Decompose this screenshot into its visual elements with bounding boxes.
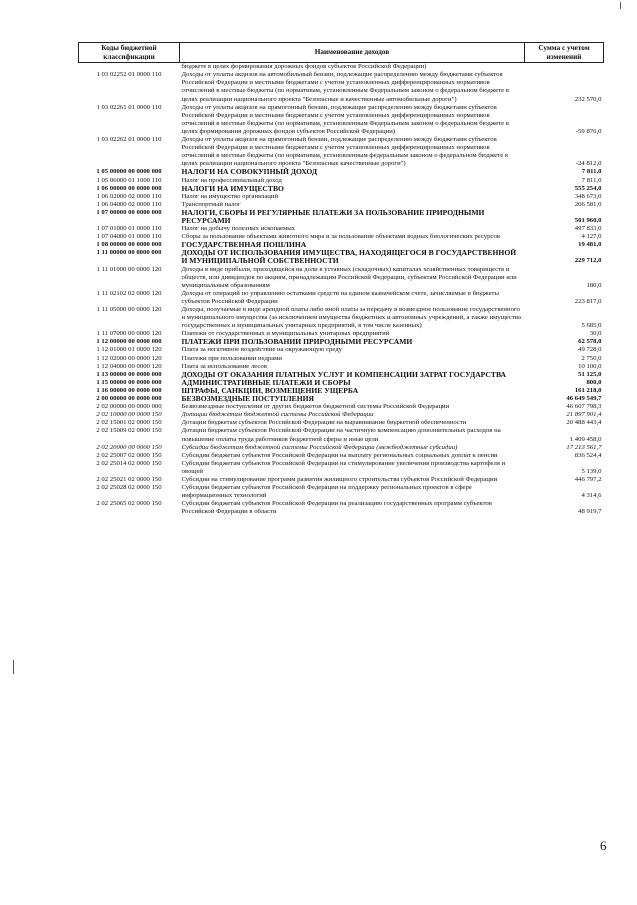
row-amount: 446 797,2 [574,475,602,483]
table-row [79,403,604,411]
row-name: ПЛАТЕЖИ ПРИ ПОЛЬЗОВАНИИ ПРИРОДНЫМИ РЕСУРСАМИ [181,337,413,347]
row-code: 1 03 02261 01 0000 110 [96,103,162,111]
table-row [79,185,604,193]
row-code: 1 12 00000 00 0000 000 [96,338,162,346]
row-code: 1 03 02262 01 0000 110 [96,136,162,144]
table-row [79,136,604,168]
row-name: Налог на добычу полезных ископаемых [181,225,296,233]
row-name: Сборы за пользование объектами животного мира и за пользование объектами водных биологических ресурсов [181,233,500,241]
table-row [79,266,604,290]
row-code: 2 02 20000 00 0000 150 [96,443,162,451]
row-code: 1 16 00000 00 0000 000 [96,386,162,394]
row-name: Субсидии на стимулирование программ развития жилищного строительства субъектов Российской Федерации [181,475,498,483]
row-amount [525,63,604,72]
row-code: 1 12 04000 00 0000 120 [96,362,162,370]
table-row [79,500,604,516]
row-amount: 51 125,0 [578,370,602,378]
header-name: Наименование доходов [180,43,525,63]
table-row [79,71,604,103]
row-name: ШТРАФЫ, САНКЦИИ, ВОЗМЕЩЕНИЕ УЩЕРБА [181,385,359,395]
row-code: 1 07 04000 01 0000 110 [96,233,162,241]
row-code: 1 11 02102 02 0000 120 [96,289,162,297]
table-row [79,427,604,443]
row-name: ДОХОДЫ ОТ ИСПОЛЬЗОВАНИЯ ИМУЩЕСТВА, НАХОДЯЩЕГОСЯ В ГОСУДАРСТВЕННОЙ И МУНИЦИПАЛЬНОЙ СОБСТВЕННОСТИ [181,248,517,266]
row-name: бюджете в целях формирования дорожных фондов субъектов Российской Федерации) [181,63,427,71]
row-amount: 62 578,0 [578,338,602,346]
row-code: 1 13 00000 00 0000 000 [96,370,162,378]
row-amount: 19 481,0 [578,241,602,249]
row-code: 2 02 25021 02 0000 150 [96,475,162,483]
row-code: 1 15 00000 00 0000 000 [96,378,162,386]
row-amount: 46 607 798,3 [566,403,602,411]
row-name: Налог на имущество организаций [181,192,279,200]
table-row [79,290,604,306]
scan-mark-left [13,660,14,674]
row-name: ДОХОДЫ ОТ ОКАЗАНИЯ ПЛАТНЫХ УСЛУГ И КОМПЕНСАЦИИ ЗАТРАТ ГОСУДАРСТВА [181,369,507,379]
table-row [79,476,604,484]
row-name: Дотации бюджетам субъектов Российской Федерации на выравнивание бюджетной обеспеченности [181,419,467,427]
row-name: Доходы от операций по управлению остатками средств на едином казначейском счете, зачисляемые в бюджеты субъектов Российской Федерации [181,289,499,305]
row-amount: 7 811,0 [581,176,602,184]
row-name: Субсидии бюджетам субъектов Российской Федерации на поддержку региональных проектов в сфере информационных технологий [181,484,472,500]
row-code: 2 02 25065 02 0000 150 [96,500,162,508]
row-name: НАЛОГИ НА ИМУЩЕСТВО [181,183,284,193]
row-name: Платежи при пользовании недрами [181,354,282,362]
table-row [79,233,604,241]
row-code: 1 11 05000 00 0000 120 [96,306,162,313]
table-row [79,484,604,500]
row-code: 1 11 00000 00 0000 000 [96,249,162,257]
table-row [79,355,604,363]
table-row [79,209,604,225]
table-row [79,460,604,476]
row-code: 1 07 01000 01 0000 110 [96,225,162,233]
row-amount: 161 218,0 [574,386,602,394]
row-name: Доходы от уплаты акцизов на прямогонный бензин, подлежащие распределению между бюджетами субъектов Российской Федерации и местными бюджетами с учетом установленных дифференцированных нормативов отчислений в местные бюджеты (по нормативам, установленным Федеральным законом о федеральном бюджете в целях формирования дорожных фондов субъектов Российской Федерации) [181,103,509,135]
row-amount: 5 139,0 [581,467,602,475]
row-name: Доходы в виде прибыли, приходящейся на доли в уставных (складочных) капиталах хозяйственных товариществ и обществ, или дивидендов по акциям, принадлежащим Российской Федерации, субъектам Российской Федерации или муниципальным образованиям [181,265,517,289]
revenue-table-page [78,42,603,516]
revenue-table [78,42,604,516]
row-code: 1 06 04000 02 0000 110 [96,200,162,208]
row-name: Транспортный налог [181,200,241,208]
row-name: БЕЗВОЗМЕЗДНЫЕ ПОСТУПЛЕНИЯ [181,394,315,404]
row-name: Платежи от государственных и муниципальных унитарных предприятий [181,330,390,338]
row-amount: 20 488 443,4 [566,419,602,427]
table-row [79,346,604,354]
row-code: 1 06 02000 02 0000 110 [96,192,162,200]
row-code: 1 07 00000 00 0000 000 [96,208,162,216]
row-amount: -24 812,0 [575,160,602,168]
row-amount: 21 897 901,4 [566,411,602,419]
row-amount: 232 570,0 [574,95,602,103]
row-amount: 497 833,0 [574,225,602,233]
row-code: 1 12 02000 00 0000 120 [96,354,162,362]
table-row [79,395,604,403]
row-name: НАЛОГИ НА СОВОКУПНЫЙ ДОХОД [181,167,318,177]
table-row [79,444,604,452]
table-row [79,168,604,176]
row-amount: 4 127,0 [581,233,602,241]
row-amount: 206 581,0 [574,200,602,208]
row-name: ГОСУДАРСТВЕННАЯ ПОШЛИНА [181,240,307,250]
row-code: 1 12 01000 01 0000 120 [96,346,162,354]
table-row [79,387,604,395]
row-amount: 4 314,6 [581,492,602,500]
row-name: Субсидии бюджетам субъектов Российской Федерации на реализацию государственных программ субъектов Российской Федерации в области [181,500,492,516]
row-code: 2 00 00000 00 0000 000 [96,395,162,403]
table-row [79,249,604,265]
row-name: Дотации бюджетам субъектов Российской Федерации на частичную компенсацию дополнительных расходов на повышение оплаты труда работников бюджетной сферы и иные цели [181,427,501,443]
row-code: 1 06 00000 00 0000 000 [96,184,162,192]
row-code: 1 03 02252 01 0000 110 [96,71,162,79]
row-code: 1 11 01000 00 0000 120 [96,265,162,273]
row-name: Доходы, получаемые в виде арендной платы либо иной платы за передачу в возмездное пользование государственного и муниципального имущества (за исключением имущества бюджетных и автономных учреждений, а также имущества государственных и муниципальных унитарных предприятий, в том числе казенных) [181,306,521,330]
row-amount: 229 712,0 [574,257,602,265]
row-code: 2 02 00000 00 0000 000 [96,403,162,411]
table-row [79,193,604,201]
table-row [79,338,604,346]
row-amount: 49 728,0 [578,346,602,354]
table-row [79,419,604,427]
row-name: Плата за негативное воздействие на окружающую среду [181,346,342,354]
row-amount: 800,0 [586,378,602,386]
header-amount: Сумма с учетом изменений [525,43,604,63]
table-row [79,306,604,330]
row-code: 2 02 15001 02 0000 150 [96,419,162,427]
row-name: Налог на профессиональный доход [181,176,282,184]
row-name: Доходы от уплаты акцизов на автомобильный бензин, подлежащие распределению между бюджетами субъектов Российской Федерации и местными бюджетами с учетом установленных дифференцированных нормативов отчислений в местные бюджеты (по нормативам, установленным Федеральным законом о федеральном бюджете в целях реализации национального проекта "Безопасные и качественные автомобильные дороги") [181,71,509,103]
row-name: Дотации бюджетам бюджетной системы Российской Федерации [181,411,374,419]
row-code: 2 02 10000 00 0000 150 [96,411,162,419]
row-name: Субсидии бюджетам бюджетной системы Российской Федерации (межбюджетные субсидии) [181,443,458,451]
row-amount: 10 100,0 [578,362,602,370]
row-code: 2 02 15009 02 0000 150 [96,427,162,435]
table-row [79,452,604,460]
row-name: АДМИНИСТРАТИВНЫЕ ПЛАТЕЖИ И СБОРЫ [181,377,351,387]
row-amount: 1 409 458,0 [569,435,602,443]
row-code: 1 11 07000 00 0000 120 [96,330,162,338]
row-amount: 836 524,4 [574,451,602,459]
scan-mark-top [620,2,621,9]
table-row [79,177,604,185]
row-code [79,63,180,72]
row-amount: 2 750,0 [581,354,602,362]
row-code: 2 02 25014 02 0000 150 [96,459,162,467]
table-row [79,104,604,136]
row-amount: 7 811,0 [581,168,602,176]
row-name: Доходы от уплаты акцизов на прямогонный бензин, подлежащие распределению между бюджетами субъектов Российской Федерации и местными бюджетами с учетом установленных дифференцированных нормативов отчислений в местные бюджеты (по нормативам, установленным федеральным законом о федеральном бюджете в целях реализации национального проекта "Безопасные качественные дороги") [181,136,508,168]
row-amount: 30,0 [589,330,602,338]
row-amount: 180,0 [586,281,602,289]
row-code: 2 02 25007 02 0000 150 [96,451,162,459]
page-number: 6 [600,838,607,853]
table-row [79,63,604,72]
row-name: НАЛОГИ, СБОРЫ И РЕГУЛЯРНЫЕ ПЛАТЕЖИ ЗА ПОЛЬЗОВАНИЕ ПРИРОДНЫМИ РЕСУРСАМИ [181,207,485,225]
row-name: Субсидии бюджетам субъектов Российской Федерации на стимулирование увеличения производства картофеля и овощей [181,459,506,475]
table-header-row [79,43,604,63]
table-row [79,411,604,419]
row-amount: -59 876,0 [575,127,602,135]
row-amount: 501 960,0 [574,216,602,224]
row-name: Плата за использование лесов [181,362,267,370]
row-amount: 48 919,7 [578,508,602,516]
row-name: Субсидии бюджетам субъектов Российской Федерации на выплату региональных социальных доплат к пенсии [181,451,498,459]
row-code: 1 08 00000 00 0000 000 [96,241,162,249]
row-code: 1 05 06000 01 1000 110 [96,176,162,184]
row-amount: 348 673,0 [574,192,602,200]
row-amount: 46 649 549,7 [566,395,602,403]
row-amount: 5 685,0 [581,322,602,330]
row-code: 1 05 00000 00 0000 000 [96,168,162,176]
header-codes: Коды бюджетной классификации [79,43,180,63]
row-code: 2 02 25028 02 0000 150 [96,484,162,492]
row-amount: 17 213 561,7 [566,443,602,451]
row-name: Безвозмездные поступления от других бюджетов бюджетной системы Российской Федерации [181,403,450,411]
row-amount: 223 817,0 [574,297,602,305]
row-amount: 555 254,0 [574,184,602,192]
table-row [79,225,604,233]
table-body [79,63,604,517]
